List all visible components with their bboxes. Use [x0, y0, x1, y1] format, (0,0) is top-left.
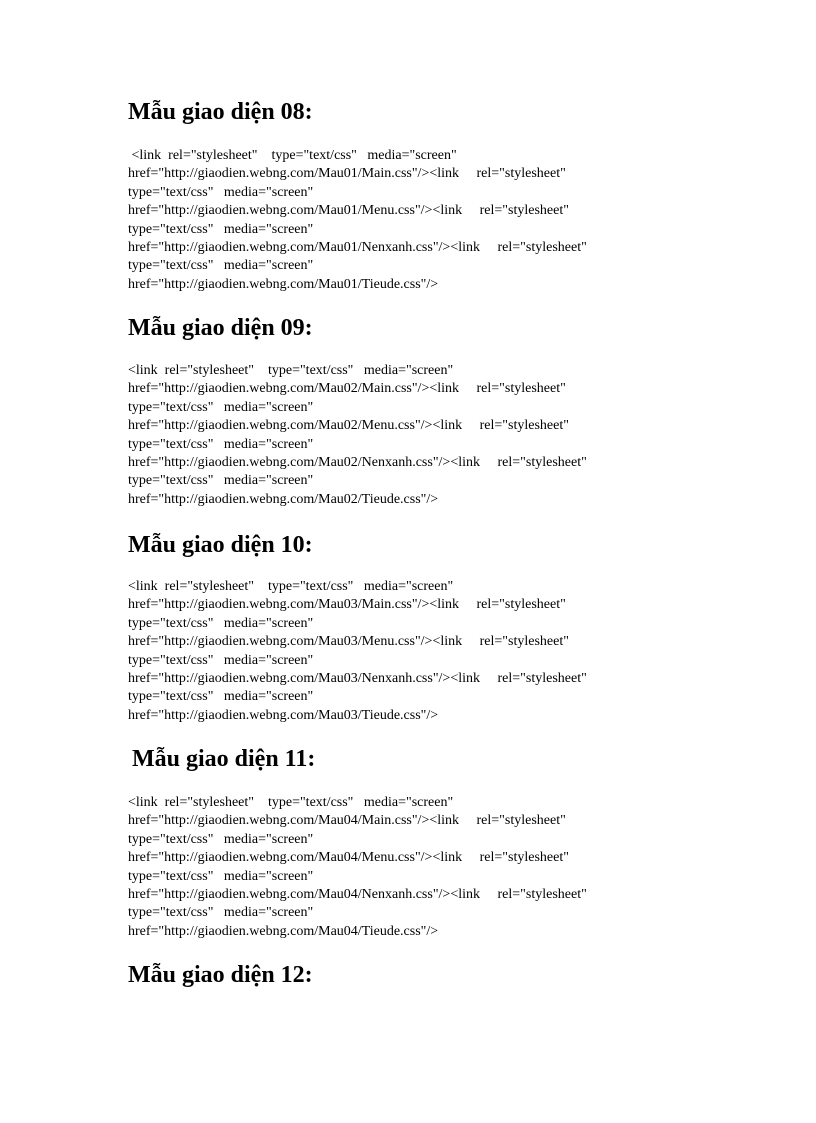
code-line: href="http://giaodien.webng.com/Mau01/Tieude.css"/>	[128, 276, 439, 292]
code-line: <link rel="stylesheet" type="text/css" media="screen"	[128, 148, 457, 163]
code-line: href="http://giaodien.webng.com/Mau02/Tieude.css"/>	[128, 491, 439, 507]
code-line: type="text/css" media="screen"	[128, 473, 314, 489]
code-line: href="http://giaodien.webng.com/Mau04/Nenxanh.css"/><link rel="stylesheet"	[128, 886, 587, 902]
section-heading-10: Mẫu giao diện 10:	[128, 532, 313, 558]
code-line: type="text/css" media="screen"	[128, 831, 314, 847]
code-line: <link rel="stylesheet" type="text/css" media="screen"	[128, 579, 454, 594]
code-line: <link rel="stylesheet" type="text/css" media="screen"	[128, 363, 454, 378]
section-heading-09: Mẫu giao diện 09:	[128, 315, 313, 341]
code-line: href="http://giaodien.webng.com/Mau02/Menu.css"/><link rel="stylesheet"	[128, 418, 569, 434]
code-line: href="http://giaodien.webng.com/Mau01/Menu.css"/><link rel="stylesheet"	[128, 203, 569, 219]
code-line: type="text/css" media="screen"	[128, 258, 314, 274]
code-line: <link rel="stylesheet" type="text/css" media="screen"	[128, 795, 454, 810]
code-line: href="http://giaodien.webng.com/Mau03/Menu.css"/><link rel="stylesheet"	[128, 634, 569, 650]
code-line: href="http://giaodien.webng.com/Mau04/Main.css"/><link rel="stylesheet"	[128, 813, 566, 829]
code-line: href="http://giaodien.webng.com/Mau04/Tieude.css"/>	[128, 923, 439, 939]
code-line: type="text/css" media="screen"	[128, 221, 314, 237]
code-line: type="text/css" media="screen"	[128, 652, 314, 668]
code-line: href="http://giaodien.webng.com/Mau03/Tieude.css"/>	[128, 707, 439, 723]
code-line: href="http://giaodien.webng.com/Mau04/Menu.css"/><link rel="stylesheet"	[128, 850, 569, 866]
code-line: href="http://giaodien.webng.com/Mau01/Main.css"/><link rel="stylesheet"	[128, 166, 566, 182]
code-block-10	[128, 578, 587, 725]
code-line: type="text/css" media="screen"	[128, 615, 314, 631]
code-block-08	[128, 147, 587, 294]
code-line: type="text/css" media="screen"	[128, 436, 314, 452]
code-line: type="text/css" media="screen"	[128, 689, 314, 705]
code-line: type="text/css" media="screen"	[128, 399, 314, 415]
code-block-11	[128, 794, 587, 941]
code-line: type="text/css" media="screen"	[128, 184, 314, 200]
section-heading-11: Mẫu giao diện 11:	[132, 746, 316, 772]
code-line: type="text/css" media="screen"	[128, 905, 314, 921]
code-line: href="http://giaodien.webng.com/Mau02/Main.css"/><link rel="stylesheet"	[128, 381, 566, 397]
code-line: href="http://giaodien.webng.com/Mau01/Nenxanh.css"/><link rel="stylesheet"	[128, 239, 587, 255]
code-line: href="http://giaodien.webng.com/Mau03/Main.css"/><link rel="stylesheet"	[128, 597, 566, 613]
code-line: type="text/css" media="screen"	[128, 868, 314, 884]
section-heading-12: Mẫu giao diện 12:	[128, 962, 313, 988]
code-line: href="http://giaodien.webng.com/Mau02/Nenxanh.css"/><link rel="stylesheet"	[128, 454, 587, 470]
section-heading-08: Mẫu giao diện 08:	[128, 99, 313, 125]
code-line: href="http://giaodien.webng.com/Mau03/Nenxanh.css"/><link rel="stylesheet"	[128, 670, 587, 686]
code-block-09	[128, 362, 587, 509]
